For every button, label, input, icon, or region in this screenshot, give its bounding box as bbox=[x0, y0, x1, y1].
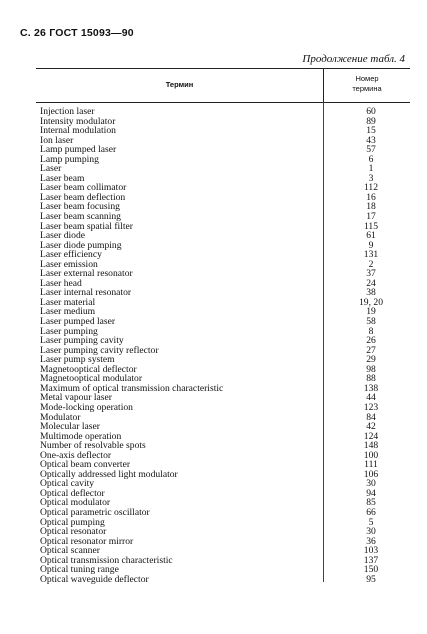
term-text: Laser beam focusing bbox=[40, 201, 120, 213]
term-number: 26 bbox=[366, 335, 376, 347]
term-number: 148 bbox=[363, 440, 379, 452]
term-text: Optically addressed light modulator bbox=[40, 468, 178, 480]
term-text: Molecular laser bbox=[40, 421, 100, 433]
term-number: 6 bbox=[368, 153, 374, 165]
term-text: Internal modulation bbox=[40, 125, 116, 137]
term-number: 30 bbox=[366, 526, 376, 538]
term-number: 44 bbox=[366, 392, 376, 404]
term-text: Laser beam spatial filter bbox=[40, 220, 133, 232]
term-text: Laser beam scanning bbox=[40, 211, 121, 223]
term-text: Laser head bbox=[40, 277, 82, 289]
term-text: Laser beam deflection bbox=[40, 191, 126, 203]
column-header-number-line2: термина bbox=[352, 83, 382, 93]
term-number: 150 bbox=[363, 564, 379, 576]
term-text: Optical pumping bbox=[40, 516, 105, 528]
term-number: 37 bbox=[366, 268, 376, 280]
term-number: 66 bbox=[366, 506, 376, 518]
table-row bbox=[40, 288, 410, 298]
term-number: 15 bbox=[366, 125, 376, 137]
term-text: Laser beam collimator bbox=[40, 182, 127, 194]
term-text: Laser bbox=[40, 163, 62, 175]
term-text: Optical deflector bbox=[40, 487, 105, 499]
term-number: 38 bbox=[366, 287, 376, 299]
table-row bbox=[40, 126, 410, 136]
term-text: Maximum of optical transmission characteristic bbox=[40, 382, 224, 394]
term-number: 95 bbox=[366, 573, 376, 585]
term-text: Magnetooptical modulator bbox=[40, 373, 143, 385]
term-text: Laser diode bbox=[40, 230, 86, 242]
term-text: Lamp pumped laser bbox=[40, 144, 117, 156]
term-number: 84 bbox=[366, 411, 376, 423]
term-text: Laser diode pumping bbox=[40, 239, 122, 251]
term-text: Modulator bbox=[40, 411, 81, 423]
term-text: Optical cavity bbox=[40, 478, 95, 490]
term-text: Injection laser bbox=[40, 106, 95, 117]
term-number: 19 bbox=[366, 306, 376, 318]
term-text: One-axis deflector bbox=[40, 449, 112, 461]
term-text: Laser pumping cavity reflector bbox=[40, 344, 159, 356]
term-number: 1 bbox=[368, 163, 374, 175]
table-row bbox=[40, 269, 410, 279]
term-number: 98 bbox=[366, 363, 376, 375]
term-number: 115 bbox=[363, 220, 379, 232]
term-text: Intensity modulator bbox=[40, 115, 116, 127]
term-number: 18 bbox=[366, 201, 376, 213]
term-number: 24 bbox=[366, 277, 376, 289]
term-number: 8 bbox=[368, 325, 374, 337]
column-header-number-line1: Номер bbox=[355, 74, 379, 83]
term-number: 100 bbox=[363, 449, 379, 461]
term-text: Optical tuning range bbox=[40, 564, 119, 576]
term-number: 27 bbox=[366, 344, 376, 356]
term-text: Optical waveguide deflector bbox=[40, 573, 149, 585]
page-header: С. 26 ГОСТ 15093—90 bbox=[20, 27, 134, 39]
term-text: Mode-locking operation bbox=[40, 401, 133, 413]
term-number: 131 bbox=[363, 249, 379, 261]
term-number: 112 bbox=[363, 182, 379, 194]
column-header-terms: Термин bbox=[165, 80, 194, 89]
term-number: 43 bbox=[366, 134, 376, 146]
term-text: Optical scanner bbox=[40, 545, 100, 557]
term-number: 19, 20 bbox=[359, 296, 383, 308]
term-text: Laser emission bbox=[40, 258, 98, 270]
term-number: 17 bbox=[366, 211, 376, 223]
term-text: Lamp pumping bbox=[40, 153, 99, 165]
term-text: Optical parametric oscillator bbox=[40, 506, 150, 518]
term-number: 29 bbox=[366, 354, 376, 366]
term-number: 5 bbox=[368, 516, 374, 528]
term-number: 103 bbox=[363, 545, 379, 557]
table-row bbox=[40, 403, 410, 413]
table-row bbox=[40, 298, 410, 308]
table-row bbox=[40, 575, 410, 585]
term-number: 111 bbox=[364, 459, 378, 471]
term-number: 3 bbox=[368, 172, 374, 184]
term-number: 58 bbox=[366, 316, 376, 328]
term-number: 61 bbox=[366, 230, 376, 242]
term-text: Multimode operation bbox=[40, 430, 122, 442]
term-text: Laser material bbox=[40, 296, 96, 308]
term-number: 60 bbox=[366, 106, 376, 117]
term-number: 123 bbox=[363, 401, 379, 413]
term-text: Laser efficiency bbox=[40, 249, 102, 261]
term-text: Ion laser bbox=[40, 134, 74, 146]
term-number: 89 bbox=[366, 115, 376, 127]
term-text: Laser pumping bbox=[40, 325, 98, 337]
term-text: Metal vapour laser bbox=[40, 392, 112, 404]
term-number: 88 bbox=[366, 373, 376, 385]
term-text: Optical beam converter bbox=[40, 459, 131, 471]
term-text: Laser pumping cavity bbox=[40, 335, 124, 347]
term-text: Laser beam bbox=[40, 172, 85, 184]
term-text: Laser internal resonator bbox=[40, 287, 132, 299]
term-text: Magnetooptical deflector bbox=[40, 363, 137, 375]
term-text: Number of resolvable spots bbox=[40, 440, 146, 452]
term-number: 124 bbox=[363, 430, 379, 442]
term-number: 9 bbox=[368, 239, 374, 251]
term-number: 36 bbox=[366, 535, 376, 547]
table-row bbox=[40, 155, 410, 165]
term-number: 106 bbox=[363, 468, 379, 480]
term-text: Optical resonator mirror bbox=[40, 535, 134, 547]
term-number: 85 bbox=[366, 497, 376, 509]
table-row bbox=[40, 164, 410, 174]
term-text: Optical resonator bbox=[40, 526, 107, 538]
term-number: 137 bbox=[363, 554, 379, 566]
term-text: Laser external resonator bbox=[40, 268, 133, 280]
table-row bbox=[40, 470, 410, 480]
table-body bbox=[40, 107, 410, 584]
term-text: Laser pump system bbox=[40, 354, 115, 366]
term-text: Optical modulator bbox=[40, 497, 111, 509]
term-number: 94 bbox=[366, 487, 376, 499]
table-continuation-label: Продолжение табл. 4 bbox=[302, 53, 405, 65]
term-number: 30 bbox=[366, 478, 376, 490]
term-text: Laser medium bbox=[40, 306, 96, 318]
table-header bbox=[36, 68, 410, 103]
term-text: Optical transmission characteristic bbox=[40, 554, 173, 566]
term-number: 16 bbox=[366, 191, 376, 203]
term-text: Laser pumped laser bbox=[40, 316, 116, 328]
term-number: 138 bbox=[363, 382, 379, 394]
term-number: 2 bbox=[368, 258, 374, 270]
term-number: 42 bbox=[366, 421, 376, 433]
table-row bbox=[40, 222, 410, 232]
term-number: 57 bbox=[366, 144, 376, 156]
column-header-number bbox=[324, 74, 410, 93]
